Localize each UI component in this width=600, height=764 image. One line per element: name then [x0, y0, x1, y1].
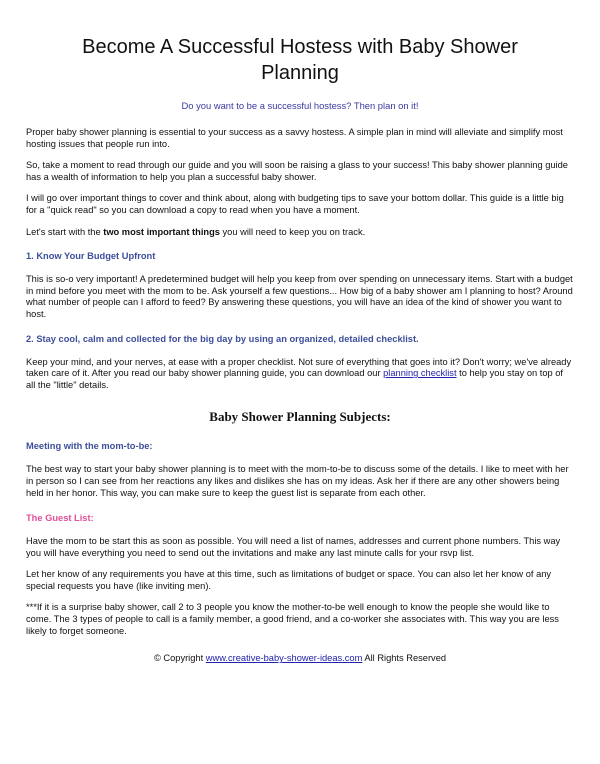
- footer-site-link[interactable]: www.creative-baby-shower-ideas.com: [205, 653, 363, 664]
- intro-paragraph-1: Proper baby shower planning is essential to your success as a savvy hostess. A simple plan in mind will alleviate and simplify most hosting issues that people run into.: [26, 127, 563, 149]
- footer-pre: © Copyright: [153, 653, 206, 664]
- guest-paragraph-1: Have the mom to be start this as soon as possible. You will need a list of names, addresses and current phone numbers. This way you will have everything you need to send out the invitations and make any last minute calls for your rsvp list.: [26, 536, 561, 558]
- document-subtitle: Do you want to be a successful hostess? Then plan on it!: [181, 100, 419, 111]
- step1-heading: 1. Know Your Budget Upfront: [26, 251, 156, 262]
- intro-paragraph-4: [26, 227, 574, 239]
- step1-text: This is so-o very important! A predetermined budget will help you keep from over spending on unnecessary items. Start with a budget in mind before you meet with the mom to be. Ask yourself a few questions... How big of a baby shower am I planning to host? Around what number of people can I afford to feed? By answering these questions, you will have an idea of the kind of shower you want to host.: [26, 274, 573, 319]
- step2-text: [26, 357, 574, 392]
- guest-paragraph-3: ***If it is a surprise baby shower, call 2 to 3 people you know the mother-to-be well enough to know the people she would like to come. The 3 types of people to call is a family member, a good friend, and a co-worker she associates with. This way you are less likely to forget someone.: [26, 602, 559, 636]
- intro-paragraph-2: So, take a moment to read through our guide and you will soon be raising a glass to your success! This baby shower planning guide has a wealth of information to help you plan a successful baby shower.: [26, 160, 568, 182]
- document-title: Become A Successful Hostess with Baby Shower Planning: [82, 36, 518, 84]
- copyright-footer: [26, 653, 574, 663]
- step2-text-post: to help you stay on top of all the "little" details.: [26, 368, 564, 390]
- intro-paragraph-3: I will go over important things to cover and think about, along with budgeting tips to save your bottom dollar. This guide is a little big for a "quick read" so you can download a copy to read when you have a moment.: [26, 193, 564, 215]
- intro-p4-bold: two most important things: [103, 226, 220, 237]
- guest-paragraph-2: Let her know of any requirements you have at this time, such as limitations of budget or space. You can also let her know of any special requests you have (like inviting men).: [26, 569, 552, 591]
- intro-p4-pre: Let's start with the: [26, 226, 104, 237]
- planning-checklist-link[interactable]: planning checklist: [383, 368, 457, 379]
- step2-heading: 2. Stay cool, calm and collected for the big day by using an organized, detailed checklist.: [26, 333, 419, 344]
- meeting-heading: Meeting with the mom-to-be:: [26, 441, 153, 452]
- document-page: [0, 34, 600, 764]
- step2-text-pre: Keep your mind, and your nerves, at ease with a proper checklist. Not sure of everything that goes into it? Don't worry; we've already taken care of it. After you read our baby shower planning guide, you can download our: [26, 356, 572, 379]
- meeting-text: The best way to start your baby shower planning is to meet with the mom-to-be to discuss some of the details. I like to meet with her in person so I can see from her reactions any likes and dislikes she has on my ideas. Ask her if there are any other showers being held in her honor. This way, you can make sure to keep the guest list is separate from each other.: [26, 464, 569, 498]
- footer-post: All Rights Reserved: [362, 653, 447, 664]
- subjects-title: Baby Shower Planning Subjects:: [209, 409, 391, 425]
- guest-list-heading: The Guest List:: [26, 513, 94, 524]
- intro-p4-post: you will need to keep you on track.: [219, 226, 366, 237]
